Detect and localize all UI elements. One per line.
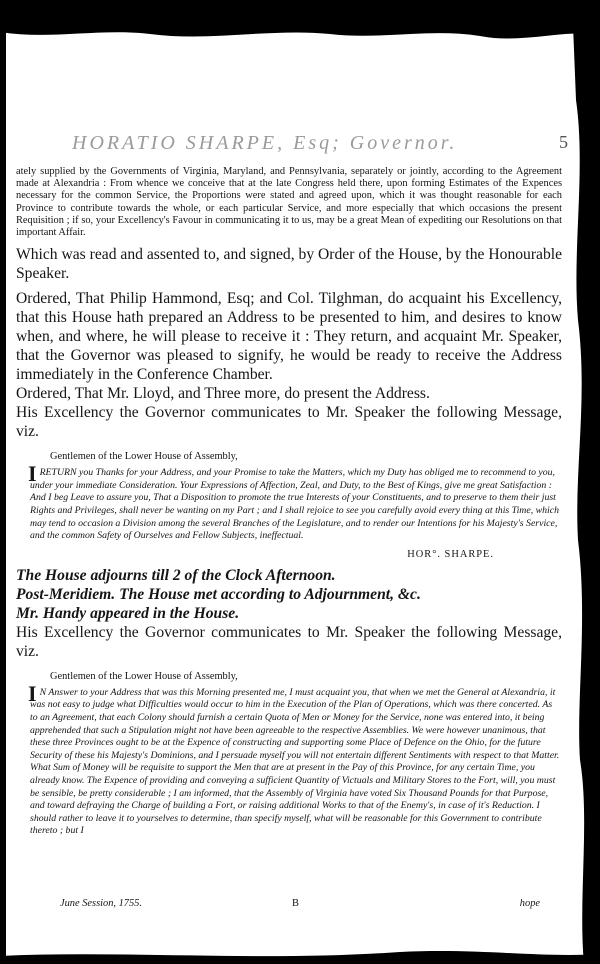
paragraph: ately supplied by the Governments of Virginia, Maryland, and Pennsylvania, separately or jointly, according to the Agreement made at Alexandria : From whence we conceive that at the late Congress held there, upon forming Estimates of the Expences necessary for the common Service, the Proportions were stated and agreed upon, which it was thought reasonable for each Province to contribute towards the whole, or each particular Service, and more especially that which occasions the present Requisition ; if so, your Excellency's Favour in communicating it to us, may be a great Mean of expediting our Resolutions on that important Affair. <box>16 166 562 239</box>
paragraph: His Excellency the Governor communicates to Mr. Speaker the following Message, viz. <box>16 404 562 441</box>
message-salutation: Gentlemen of the Lower House of Assembly, <box>50 451 238 463</box>
journal-line: The House adjourns till 2 of the Clock Afternoon. <box>16 566 336 584</box>
page-footer <box>60 898 540 914</box>
governor-message <box>28 461 562 543</box>
journal-line: Mr. Handy appeared in the House. <box>16 604 240 622</box>
paragraph: His Excellency the Governor communicates to Mr. Speaker the following Message, viz. <box>16 623 562 660</box>
paragraph: Ordered, That Philip Hammond, Esq; and Col. Tilghman, do acquaint his Excellency, that this House hath prepared an Address to be presented to him, and desires to know when, and where, he will please to receive it : They return, and acquaint Mr. Speaker, that the Governor was pleased to signify, he would be ready to receive the Address immediately in the Conference Chamber. <box>16 290 562 384</box>
paragraph: Ordered, That Mr. Lloyd, and Three more, do present the Address. <box>16 385 430 403</box>
signature-mark: B <box>292 898 299 909</box>
message-signature: HOR°. SHARPE. <box>407 548 494 560</box>
session-label: June Session, 1755. <box>60 898 142 909</box>
message-text: N Answer to your Address that was this Morning presented me, I must acquaint you, that when we met the General at Alexandria, it was not easy to judge what Difficulties would occur to him in the Execution of the Plan of Operations, which was there concerted. As to an Agreement, that each Colony should furnish a certain Quota of Men or Money for the Service, none was entered into, it being apprehended that such a Stipulation might not have been agreeable to the respective Assemblies. We were however unanimous, that these three Provinces ought to be at the Expence of constructing and supporting some Place of Defence on the Ohio, for the future Security of these his Majesty's Dominions, and I persuade myself you will not entertain different Sentiments with respect to that Matter. What Sum of Money will be requisite to support the Men that are at present in the Pay of this Province, for any certain Time, you already know. The Expence of providing and conveying a sufficient Quantity of Victuals and Military Stores to the Fort, will, you must be sensible, be pretty considerable ; I am informed, that the Assembly of Virginia have voted Six Thousand Pounds for that Purpose, and toward defraying the Charge of building a Fort, or raising additional Works to that of the Enemy's, in case of it's Reduction. I should rather to leave it to yourselves to determine, than specify myself, what will be reasonable for this Government to contribute thereto ; but I <box>30 686 560 837</box>
running-head: HORATIO SHARPE, Esq; Governor. <box>72 132 458 154</box>
message-salutation: Gentlemen of the Lower House of Assembly, <box>50 670 238 682</box>
drop-initial: I <box>28 680 37 706</box>
catchword: hope <box>519 898 540 909</box>
body-text <box>16 166 562 838</box>
message-text: RETURN you Thanks for your Address, and your Promise to take the Matters, which my Duty has obliged me to recommend to you, under your immediate Consideration. Your Expressions of Affection, Zeal, and Duty, to the Best of Kings, give me great Satisfaction : And I beg Leave to assure you, That a Disposition to promote the true Interests of your Constituents, and to preserve to them their just Rights and Privileges, shall never be wanting on my Part ; and I shall rejoice to see you carefully avoid every thing at this Time, which may tend to occasion a Division among the several Branches of the Legislature, and to render our Intentions for his Majesty's Service, and the common Safety of Ourselves and Fellow Subjects, ineffectual. <box>30 467 560 542</box>
page-header <box>6 132 584 158</box>
paragraph: Which was read and assented to, and signed, by Order of the House, by the Honourable Speaker. <box>16 246 562 283</box>
document-page <box>6 44 584 944</box>
journal-line: Post-Meridiem. The House met according to Adjournment, &c. <box>16 585 421 603</box>
page-number: 5 <box>559 132 568 152</box>
governor-message <box>28 680 562 838</box>
drop-initial: I <box>28 461 37 487</box>
